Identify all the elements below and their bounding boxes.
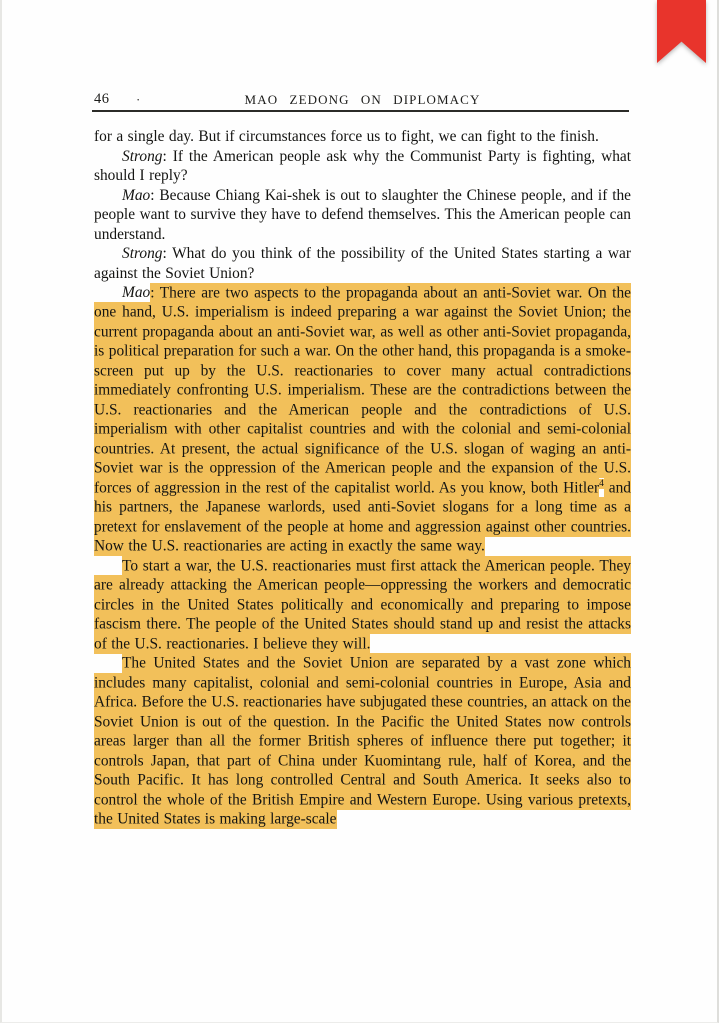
highlighted-text: 4 <box>599 478 604 489</box>
paragraph <box>94 654 631 830</box>
highlighted-text: The United States and the Soviet Union are separated by a vast zone which includes many capitalist, colonial and semi-colonial countries in Europe, Asia and Africa. Before the U.S. reactionaries have subjugated these countries, an attack on the Soviet Union is out of the question. In the Pacific the United States now controls areas larger than all the former British spheres of influence there put together; it controls Japan, that part of China under Kuomintang rule, half of Korea, and the South Pacific. It has long controlled Central and South America. It seeks also to control the whole of the British Empire and Western Europe. Using various pretexts, the United States is making large-scale <box>94 654 631 828</box>
text-segment: Mao <box>122 284 151 301</box>
running-title: MAO ZEDONG ON DIPLOMACY <box>244 92 481 107</box>
text-segment: Mao <box>122 186 151 204</box>
paragraph <box>94 556 631 654</box>
highlighted-text: and his partners, the Japanese warlords, used anti-Soviet slogans for a long time as a pretext for enslavement of the people at home and aggression against other countries. Now the U.S. reactionaries are acting in exactly the same way. <box>94 479 631 555</box>
text-segment: for a single day. But if circumstances force us to fight, we can fight to the finish. <box>94 128 599 145</box>
paragraph <box>94 127 631 147</box>
paragraph <box>94 244 631 283</box>
header-rule <box>92 110 629 112</box>
paragraph <box>94 186 631 245</box>
bookmark-ribbon[interactable] <box>657 0 706 63</box>
text-segment: Strong <box>122 245 163 262</box>
running-head <box>94 91 631 109</box>
header-separator-dot: · <box>136 92 141 107</box>
text-segment: : What do you think of the possibility of the United States starting a war against the Soviet Union? <box>94 245 631 282</box>
paragraph <box>94 147 631 186</box>
highlighted-text: To start a war, the U.S. reactionaries must first attack the American people. They are already attacking the American people—oppressing the workers and democratic circles in the United States politically and economically and preparing to impose fascism there. The people of the United States should stand up and resist the attacks of the U.S. reactionaries. I believe they will. <box>94 557 631 652</box>
page-number: 46 <box>94 91 110 107</box>
body-text <box>94 127 631 829</box>
text-segment: : If the American people ask why the Communist Party is fighting, what should I reply? <box>94 147 631 184</box>
bookmark-icon <box>657 0 706 63</box>
paragraph <box>94 283 631 556</box>
text-segment: Strong <box>122 147 163 165</box>
highlighted-text: : There are two aspects to the propaganda about an anti-Soviet war. On the one hand, U.S. imperialism is indeed preparing a war against the Soviet Union; the current propaganda about an anti-Soviet war, as well as other anti-Soviet propaganda, is political preparation for such a war. On the other hand, this propaganda is a smoke-screen put up by the U.S. reactionaries to cover many actual contradictions immediately confronting U.S. imperialism. These are the contradictions between the U.S. reactionaries and the American people and the contradictions of U.S. imperialism with other capitalist countries and with the colonial and semi-colonial countries. At present, the actual significance of the U.S. slogan of waging an anti-Soviet war is the oppression of the American people and the expansion of the U.S. forces of aggression in the rest of the capitalist world. As you know, both Hitler <box>94 284 631 496</box>
text-segment: : Because Chiang Kai-shek is out to slaughter the Chinese people, and if the people want to survive they have to defend themselves. This the American people can understand. <box>94 186 631 243</box>
